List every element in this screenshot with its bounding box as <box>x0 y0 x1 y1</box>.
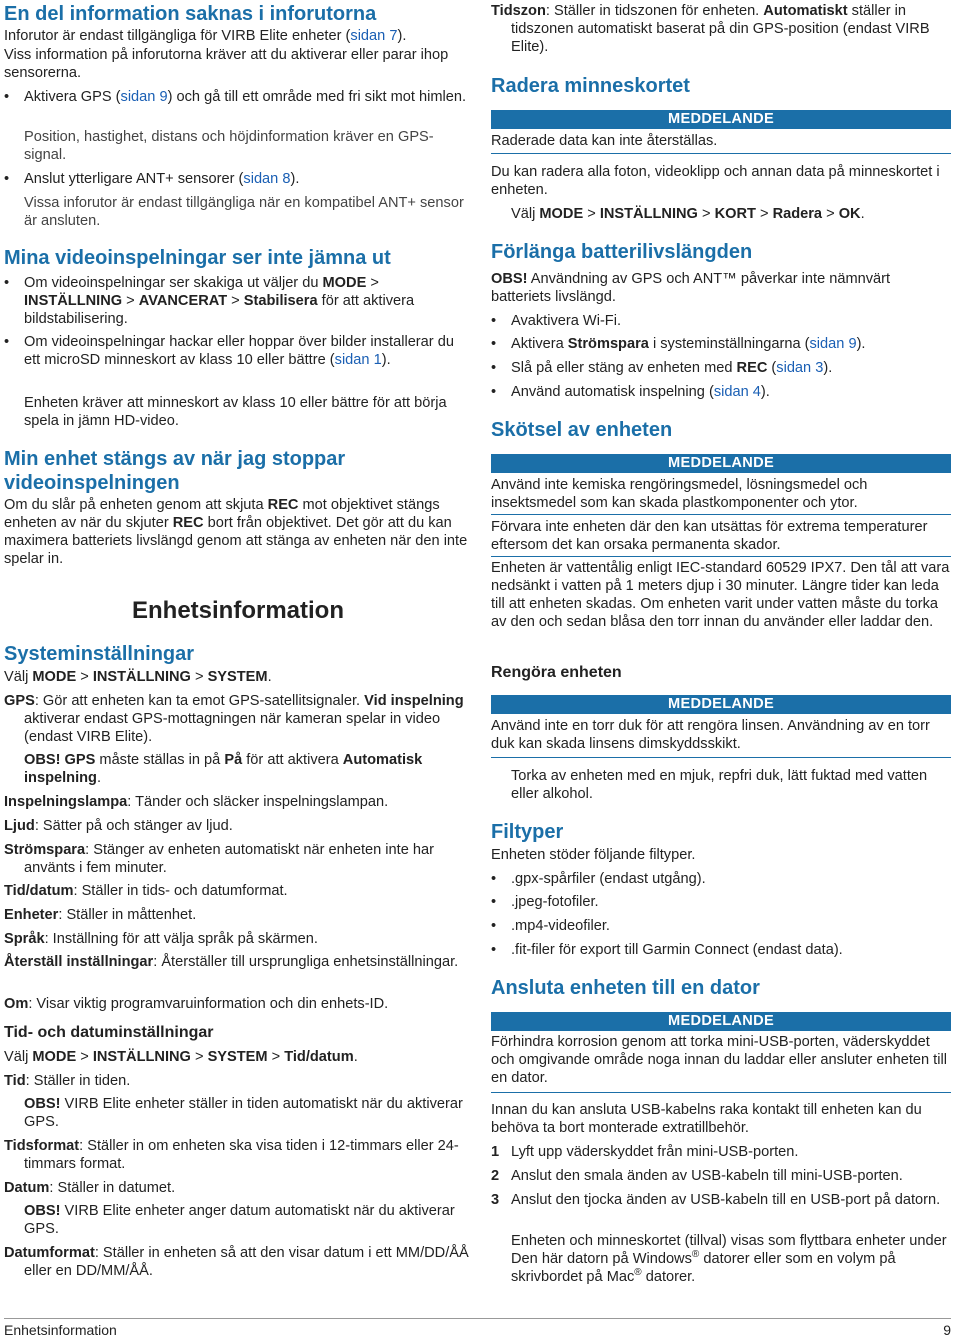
registered-mark: ® <box>634 1267 642 1279</box>
text: ). <box>760 384 770 400</box>
text: Välj <box>511 206 540 222</box>
note-label: OBS! <box>24 752 61 768</box>
text: : Ställer in datumet. <box>49 1180 176 1196</box>
text: ställer in tidszonen automatiskt baserat på din GPS-position (endast VIRB Elite). <box>511 3 930 55</box>
ui-term: Radera <box>772 206 823 222</box>
text: : Ställer in tids- och datumformat. <box>73 883 288 899</box>
text: : Visar viktig programvaruinformation och din enhets-ID. <box>28 996 389 1012</box>
text: Välj <box>4 669 33 685</box>
paragraph: Du kan radera alla foton, videoklipp och annan data på minneskortet i enheten. <box>491 164 940 198</box>
text: > <box>755 206 773 222</box>
text: VIRB Elite enheter ställer in tiden automatiskt när du aktiverar GPS. <box>24 1096 463 1130</box>
definition-term: Språk <box>4 931 45 947</box>
paragraph: Enheten stöder följande filtyper. <box>491 847 696 863</box>
ui-term: INSTÄLLNING <box>599 206 698 222</box>
ui-term: REC <box>736 360 768 376</box>
text: > <box>76 669 93 685</box>
text: bort från objektivet. Det gör att du kan maximera batteriets livslängd genom att stänga av enheten när den inte spelar in. <box>4 515 468 567</box>
definition-term: Tidsformat <box>4 1138 80 1154</box>
ui-term: Vid inspelning <box>364 693 464 709</box>
text: Anslut ytterligare ANT+ sensorer ( <box>24 171 244 187</box>
definition-recording-lamp <box>4 793 472 811</box>
definition-term: Datumformat <box>4 1245 95 1261</box>
text: Slå på eller stäng av enheten med <box>511 360 737 376</box>
ui-term: Stabilisera <box>243 293 318 309</box>
paragraph <box>4 496 472 568</box>
definition-reset <box>4 953 472 971</box>
definition-term: Ljud <box>4 818 35 834</box>
definition-timezone <box>491 2 951 56</box>
ui-term: MODE <box>32 669 77 685</box>
text: Användning av GPS och ANT™ påverkar inte nämnvärt batteriets livslängd. <box>491 271 891 305</box>
step-number: 3 <box>491 1192 500 1208</box>
list-item <box>4 274 472 328</box>
notice-banner: MEDDELANDE <box>491 695 951 714</box>
text: ). <box>856 336 866 352</box>
definition-gps <box>4 692 472 746</box>
menu-path <box>4 1048 472 1066</box>
step <box>491 1191 951 1209</box>
list-item <box>4 333 472 369</box>
text: > <box>583 206 600 222</box>
list-item <box>491 359 951 377</box>
text: måste ställas in på <box>95 752 225 768</box>
ui-term: GPS <box>60 752 96 768</box>
list-item <box>4 170 472 188</box>
section-title-device-care: Skötsel av enheten <box>491 419 673 441</box>
list-item: • Avaktivera Wi-Fi. <box>491 312 951 330</box>
notice-text: Använd inte en torr duk för att rengöra linsen. Användning av en torr duk kan skada linsens dimskyddsskikt. <box>491 718 930 752</box>
notice-text: Förhindra korrosion genom att torka mini-USB-porten, väderskyddet och omgivande område noga innan du laddar eller ansluter enheten till en dator. <box>491 1034 947 1086</box>
paragraph: Innan du kan ansluta USB-kabelns raka kontakt till enheten kan du behöva ta bort monterade extratillbehör. <box>491 1102 922 1136</box>
text: för att aktivera <box>242 752 343 768</box>
list-item: • .mp4-videofiler. <box>491 917 951 935</box>
page-link[interactable]: sidan 1 <box>334 352 382 368</box>
text: : Ställer in tiden. <box>25 1073 131 1089</box>
section-title-video-not-smooth: Mina videoinspelningar ser inte jämna ut <box>4 247 391 269</box>
ui-term: MODE <box>539 206 584 222</box>
step-subtext <box>491 1232 951 1286</box>
definition-date-format <box>4 1244 472 1280</box>
text: > <box>697 206 715 222</box>
note <box>4 1095 472 1131</box>
definition-term: Tid/datum <box>4 883 74 899</box>
text: : Stänger av enheten automatiskt när enheten inte har använts i fem minuter. <box>24 842 434 876</box>
notice-rule <box>491 757 951 758</box>
text: ). <box>290 171 300 187</box>
notice-banner: MEDDELANDE <box>491 1012 951 1031</box>
text: : Inställning för att välja språk på skärmen. <box>44 931 318 947</box>
list-item <box>491 383 951 401</box>
registered-mark: ® <box>691 1249 700 1261</box>
text: Enheten och minneskortet (tillval) visas som flyttbara enheter under Den här datorn på Windows <box>511 1233 947 1267</box>
text: : Ställer in tidszonen för enheten. <box>545 3 764 19</box>
section-title-system-settings: Systeminställningar <box>4 643 195 665</box>
text: Om du slår på enheten genom att skjuta <box>4 497 268 513</box>
notice-rule <box>491 1092 951 1093</box>
ui-term: AVANCERAT <box>138 293 228 309</box>
definition-time-format <box>4 1137 472 1173</box>
text: datorer. <box>641 1269 696 1285</box>
list-item <box>491 335 951 353</box>
ui-term: KORT <box>714 206 756 222</box>
definition-term: Om <box>4 996 29 1012</box>
definition-term: Datum <box>4 1180 50 1196</box>
text: Lyft upp väderskyddet från mini-USB-porten. <box>511 1144 799 1160</box>
ui-term: MODE <box>322 275 367 291</box>
footer-section-name: Enhetsinformation <box>4 1322 117 1338</box>
list-item-subtext: Position, hastighet, distans och höjdinformation kräver en GPS-signal. <box>24 129 434 163</box>
definition-time <box>4 1072 472 1090</box>
text: > <box>190 1049 208 1065</box>
note-label: OBS! <box>24 1203 61 1219</box>
text: ). <box>397 28 407 44</box>
definition-time-date <box>4 882 472 900</box>
text: ( <box>767 360 777 376</box>
text: Aktivera GPS ( <box>24 89 121 105</box>
section-title-file-types: Filtyper <box>491 821 564 843</box>
ui-term: OK <box>838 206 861 222</box>
text: > <box>227 293 244 309</box>
step-number: 2 <box>491 1168 500 1184</box>
text: mot objektivet stängs enheten av när du skjuter <box>4 497 440 531</box>
definition-term: Återställ inställningar <box>4 954 154 970</box>
definition-term: Strömspara <box>4 842 86 858</box>
note <box>4 1202 472 1238</box>
step <box>491 1167 951 1185</box>
text: Om videoinspelningar hackar eller hoppar över bilder installerar du ett microSD minneskort av klass 10 eller bättre ( <box>24 334 454 368</box>
text: > <box>122 293 139 309</box>
definition-term: Tid <box>4 1073 26 1089</box>
chapter-title: Enhetsinformation <box>131 597 344 624</box>
text: > <box>76 1049 93 1065</box>
paragraph: Enheten är vattentålig enligt IEC-standard 60529 IPX7. Den tål att vara nedsänkt i vatten på 1 meters djup i 30 minuter. Längre tider kan leda till att enheten skadas. Om enheten varit under vatten måste du torka av den och sedan blåsa den torr innan du använder eller laddar den. <box>491 560 950 630</box>
definition-units <box>4 906 472 924</box>
page-link[interactable]: sidan 4 <box>713 384 761 400</box>
text: > <box>822 206 839 222</box>
definition-language <box>4 930 472 948</box>
ui-term: SYSTEM <box>207 1049 268 1065</box>
text: : Ställer in måttenhet. <box>58 907 197 923</box>
notice-banner: MEDDELANDE <box>491 454 951 473</box>
definition-term: GPS <box>4 693 35 709</box>
section-title-missing-info: En del information saknas i inforutorna <box>4 3 377 25</box>
text: Välj <box>4 1049 33 1065</box>
list-item: • .gpx-spårfiler (endast utgång). <box>491 870 951 888</box>
text: aktiverar endast GPS-mottagningen när kameran spelar in video (endast VIRB Elite). <box>24 711 441 745</box>
page-link[interactable]: sidan 9 <box>809 336 857 352</box>
section-title-connect-computer: Ansluta enheten till en dator <box>491 977 760 999</box>
text: : Sätter på och stänger av ljud. <box>34 818 233 834</box>
ui-term: REC <box>267 497 299 513</box>
definition-term: Enheter <box>4 907 59 923</box>
ui-term: SYSTEM <box>207 669 268 685</box>
ui-term: Automatiskt <box>763 3 848 19</box>
notice-text: Raderade data kan inte återställas. <box>491 133 718 149</box>
text: > <box>190 669 208 685</box>
text: : Ställer in om enheten ska visa tiden i 12-timmars eller 24-timmars format. <box>24 1138 459 1172</box>
definition-term: Tidszon <box>491 3 546 19</box>
notice-rule <box>491 514 951 515</box>
note <box>491 270 951 306</box>
page-number: 9 <box>943 1322 951 1338</box>
text: Använd automatisk inspelning ( <box>511 384 714 400</box>
page-link[interactable]: sidan 9 <box>120 89 168 105</box>
text: för att aktivera bildstabilisering. <box>24 293 415 327</box>
ui-term: På <box>224 752 243 768</box>
list-item-subtext: Vissa inforutor är endast tillgängliga när en kompatibel ANT+ sensor är ansluten. <box>24 195 464 229</box>
text: : Tänder och släcker inspelningslampan. <box>127 794 389 810</box>
notice-text: Använd inte kemiska rengöringsmedel, lösningsmedel och insektsmedel som kan skada plastkomponenter och ytor. <box>491 477 868 511</box>
page-link[interactable]: sidan 7 <box>350 28 398 44</box>
list-item: • .jpeg-fotofiler. <box>491 893 951 911</box>
notice-rule <box>491 153 951 154</box>
note-label: OBS! <box>24 1096 61 1112</box>
text: : Ställer in enheten så att den visar datum i ett MM/DD/ÅÅ eller en DD/MM/ÅÅ. <box>24 1245 469 1279</box>
paragraph: Torka av enheten med en mjuk, repfri duk, lätt fuktad med vatten eller alkohol. <box>511 768 928 802</box>
list-item: • .fit-filer för export till Garmin Connect (endast data). <box>491 941 951 959</box>
ui-term: REC <box>172 515 204 531</box>
page-footer <box>4 1318 951 1341</box>
text: : Gör att enheten kan ta emot GPS-satellitsignaler. <box>34 693 365 709</box>
note-label: OBS! <box>491 271 528 287</box>
paragraph: Viss information på inforutorna kräver att du aktiverar eller parar ihop sensorerna. <box>4 47 449 81</box>
page-link[interactable]: sidan 3 <box>776 360 824 376</box>
text: Anslut den smala änden av USB-kabeln till mini-USB-porten. <box>511 1168 903 1184</box>
page-link[interactable]: sidan 8 <box>243 171 291 187</box>
text: . <box>96 770 102 786</box>
step-number: 1 <box>491 1144 500 1160</box>
text: Om videoinspelningar ser skakiga ut väljer du <box>24 275 323 291</box>
menu-path <box>491 205 951 223</box>
list-item-subtext: Enheten kräver att minneskort av klass 10 eller bättre för att börja spela in jämn HD-video. <box>24 395 447 429</box>
notice-rule <box>491 556 951 557</box>
menu-path <box>4 668 472 686</box>
text: ) och gå till ett område med fri sikt mot himlen. <box>167 89 467 105</box>
subsection-title-time-date: Tid- och datuminställningar <box>4 1024 214 1041</box>
text: . <box>860 206 865 222</box>
text: ). <box>823 360 833 376</box>
text: VIRB Elite enheter anger datum automatiskt när du aktiverar GPS. <box>24 1203 455 1237</box>
note <box>4 751 472 787</box>
section-title-erase-card: Radera minneskortet <box>491 75 690 97</box>
ui-term: MODE <box>32 1049 77 1065</box>
ui-term: INSTÄLLNING <box>92 669 191 685</box>
text: Inforutor är endast tillgängliga för VIRB Elite enheter ( <box>4 28 351 44</box>
text: Anslut den tjocka änden av USB-kabeln till en USB-port på datorn. <box>511 1192 941 1208</box>
text: > <box>267 1049 285 1065</box>
paragraph <box>4 27 472 45</box>
definition-sound <box>4 817 472 835</box>
definition-power-save <box>4 841 472 877</box>
text: : Återställer till ursprungliga enhetsinställningar. <box>153 954 459 970</box>
definition-about <box>4 995 472 1013</box>
section-title-battery: Förlänga batterilivslängden <box>491 241 753 263</box>
notice-text: Förvara inte enheten där den kan utsättas för extrema temperaturer eftersom det kan orsaka permanenta skador. <box>491 519 928 553</box>
notice-banner: MEDDELANDE <box>491 110 951 129</box>
ui-term: Tid/datum <box>284 1049 354 1065</box>
text: datorer eller som en volym på skrivbordet på Mac <box>511 1251 896 1285</box>
ui-term: INSTÄLLNING <box>24 293 123 309</box>
text: i systeminställningarna ( <box>648 336 810 352</box>
text: > <box>366 275 379 291</box>
step <box>491 1143 951 1161</box>
definition-date <box>4 1179 472 1197</box>
definition-term: Inspelningslampa <box>4 794 128 810</box>
ui-term: Strömspara <box>567 336 649 352</box>
section-title-device-turns-off: Min enhet stängs av när jag stoppar videoinspelningen <box>4 448 346 494</box>
text: ). <box>381 352 391 368</box>
ui-term: Automatisk inspelning <box>24 752 423 786</box>
list-item <box>4 88 472 106</box>
text: . <box>267 669 272 685</box>
ui-term: INSTÄLLNING <box>92 1049 191 1065</box>
text: . <box>353 1049 358 1065</box>
subsection-title-cleaning: Rengöra enheten <box>491 664 622 681</box>
text: Aktivera <box>511 336 568 352</box>
